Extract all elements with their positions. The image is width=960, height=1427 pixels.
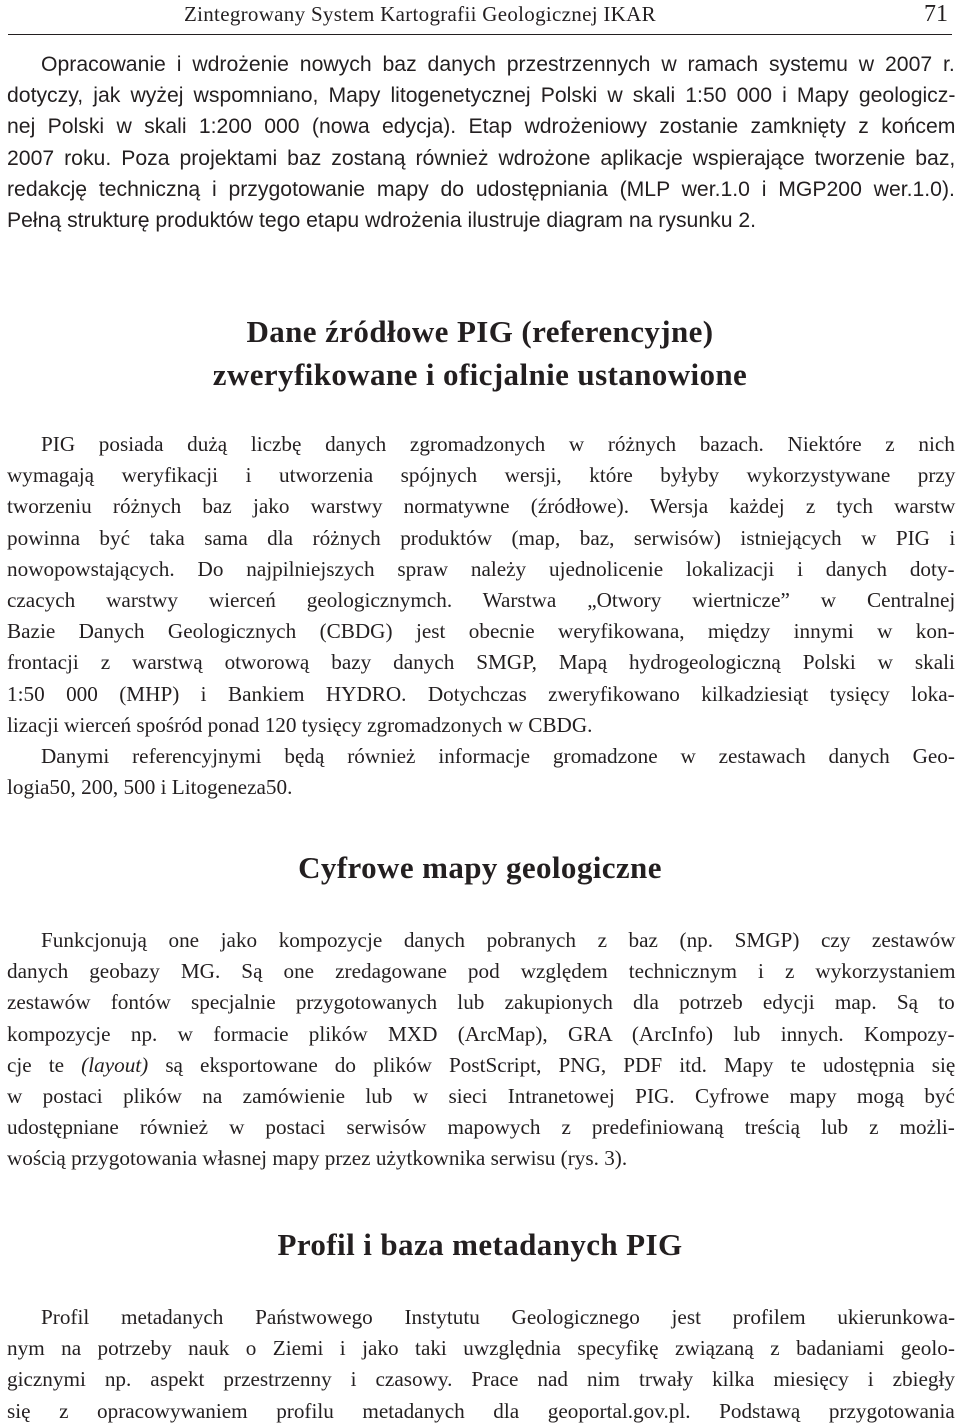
text-line: dotyczy, jak wyżej wspomniano, Mapy litogenetycznej Polski w skali 1:50 000 i Mapy geologicz- bbox=[7, 84, 956, 108]
heading-line: Cyfrowe mapy geologiczne bbox=[298, 850, 662, 885]
text-line: udostępniane również w postaci serwisów mapowych z predefiniowaną treścią lub z możli- bbox=[7, 1115, 955, 1140]
text-line: czacych warstwy wierceń geologicznymch. Warstwa „Otwory wiertnicze” w Centralnej bbox=[7, 588, 956, 613]
text-line: nej Polski w skali 1:200 000 (nowa edycja). Etap wdrożeniowy zostanie zamknięty z końcem bbox=[7, 115, 956, 139]
text-line: zestawów fontów specjalnie przygotowanych lub zakupionych dla potrzeb edycji map. Są to bbox=[7, 990, 955, 1015]
text-line: tworzeniu różnych baz jako warstwy normatywne (źródłowe). Wersja każdej z tych warstw bbox=[7, 494, 956, 519]
heading-line: Dane źródłowe PIG (referencyjne) bbox=[246, 314, 714, 349]
text-line: Danymi referencyjnymi będą również informacje gromadzone w zestawach danych Geo- bbox=[41, 744, 955, 769]
metadata-paragraph bbox=[7, 1302, 955, 1427]
text-line: się z opracowywaniem profilu metadanych dla geoportal.gov.pl. Podstawą przygotowania bbox=[7, 1398, 955, 1423]
text-line: Funkcjonują one jako kompozycje danych pobranych z baz (np. SMGP) czy zestawów bbox=[41, 928, 956, 952]
text-line: redakcję techniczną i przygotowanie mapy do udostępniania (MLP wer.1.0 i MGP200 wer.1.0). bbox=[7, 177, 955, 201]
text-line: gicznymi np. aspekt przestrzenny i czasowy. Prace nad nim trwały kilka miesięcy i zbiegły bbox=[7, 1367, 955, 1392]
text-line: Opracowanie i wdrożenie nowych baz danych przestrzennych w ramach systemu w 2007 r. bbox=[41, 53, 955, 76]
text-line: lizacji wierceń spośród ponad 120 tysięcy zgromadzonych w CBDG. bbox=[7, 712, 593, 737]
section-heading-metadata bbox=[0, 1223, 960, 1266]
text-line: 2007 roku. Poza projektami baz zostaną również wdrożone aplikacje wspierające tworzenie baz, bbox=[7, 146, 956, 170]
text-line: nowopowstających. Do najpilniejszych spraw należy ujednolicenie lokalizacji i danych doty- bbox=[7, 556, 955, 581]
running-header-title: Zintegrowany System Kartografii Geologicznej IKAR bbox=[184, 2, 656, 26]
section-heading-reference-data bbox=[0, 310, 960, 396]
section-heading-digital-maps bbox=[0, 846, 960, 889]
text-line: Bazie Danych Geologicznych (CBDG) jest obecnie weryfikowana, między innymi w kon- bbox=[7, 619, 955, 644]
reference-data-paragraph bbox=[7, 429, 955, 803]
intro-paragraph bbox=[7, 49, 955, 236]
text-segment: cje te bbox=[7, 1052, 82, 1077]
text-line: wymagają weryfikacji i utworzenia spójnych wersji, które byłyby wykorzystywane przy bbox=[7, 463, 956, 488]
heading-line: zweryfikowane i oficjalnie ustanowione bbox=[212, 357, 748, 392]
text-line: nym na potrzeby nauk o Ziemi i jako taki uwzględnia specyfikę związaną z badaniami geolo- bbox=[7, 1336, 955, 1361]
text-line: w postaci plików na zamówienie lub w sieci Intranetowej PIG. Cyfrowe mapy mogą być bbox=[7, 1084, 955, 1109]
italic-term: (layout) bbox=[81, 1052, 149, 1077]
text-line: powinna być taka sama dla różnych produktów (map, baz, serwisów) istniejących w PIG i bbox=[7, 525, 956, 550]
page-number: 71 bbox=[924, 1, 948, 27]
text-segment: są eksportowane do plików PostScript, PNG, PDF itd. Mapy te udostępnia się bbox=[148, 1052, 956, 1077]
text-line: kompozycje np. w formacie plików MXD (ArcMap), GRA (ArcInfo) lub innych. Kompozy- bbox=[7, 1021, 955, 1046]
running-header bbox=[8, 0, 952, 35]
heading-line: Profil i baza metadanych PIG bbox=[277, 1227, 683, 1262]
text-line: Pełną strukturę produktów tego etapu wdrożenia ilustruje diagram na rysunku 2. bbox=[7, 209, 757, 233]
text-line: frontacji z warstwą otworową bazy danych SMGP, Mapą hydrogeologiczną Polski w skali bbox=[7, 650, 955, 675]
text-line: wością przygotowania własnej mapy przez użytkownika serwisu (rys. 3). bbox=[7, 1146, 628, 1171]
text-line bbox=[7, 1050, 955, 1081]
text-line: danych geobazy MG. Są one zredagowane pod względem technicznym i z wykorzystaniem bbox=[7, 959, 956, 984]
text-line: 1:50 000 (MHP) i Bankiem HYDRO. Dotychczas zweryfikowano kilkadziesiąt tysięcy loka- bbox=[7, 681, 955, 706]
text-line: Profil metadanych Państwowego Instytutu Geologicznego jest profilem ukierunkowa- bbox=[41, 1305, 956, 1329]
digital-maps-paragraph bbox=[7, 925, 955, 1175]
text-line: PIG posiada dużą liczbę danych zgromadzonych w różnych bazach. Niektóre z nich bbox=[41, 432, 955, 456]
text-line: logia50, 200, 500 i Litogeneza50. bbox=[7, 775, 293, 800]
